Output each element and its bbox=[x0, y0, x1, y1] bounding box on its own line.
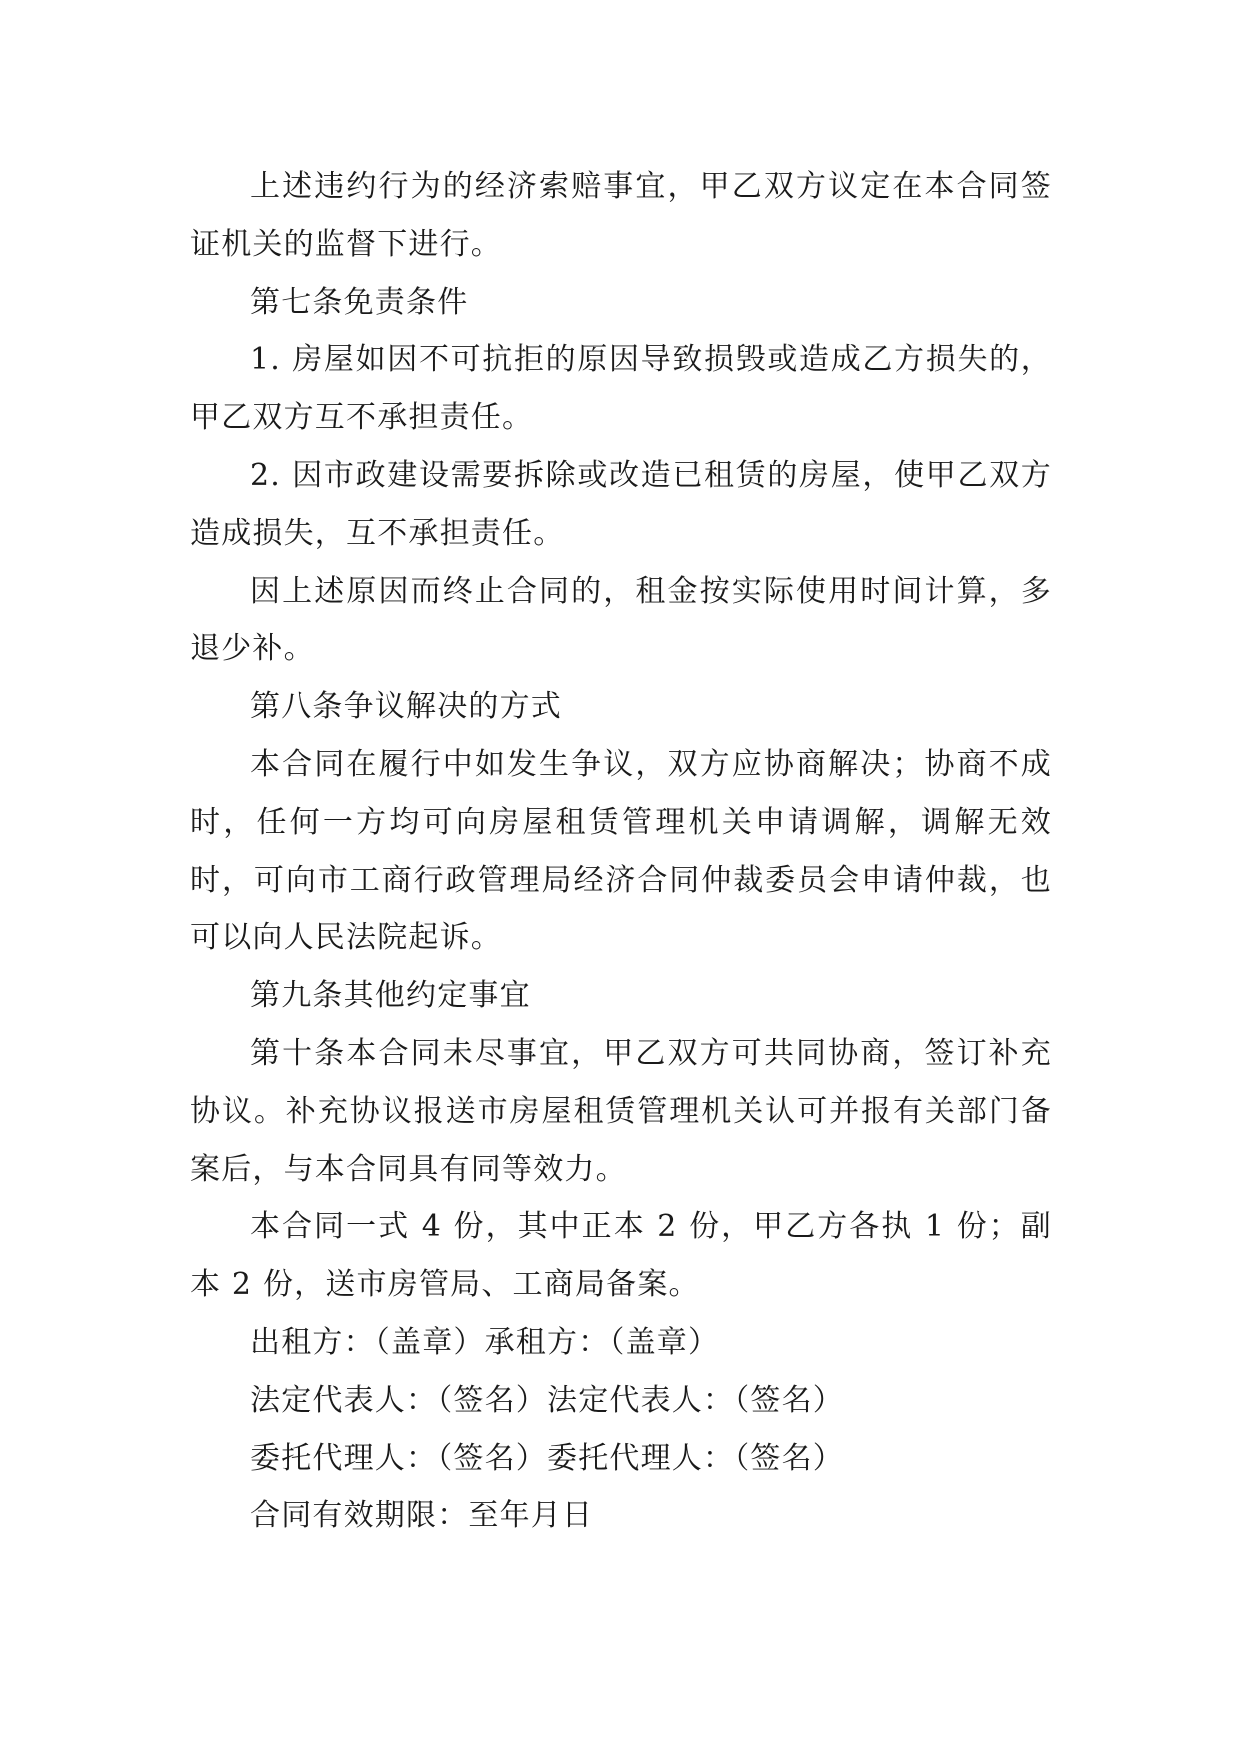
contract-validity-period: 合同有效期限：至年月日 bbox=[250, 1498, 594, 1534]
paragraph-exemption-2: 2. 因市政建设需要拆除或改造已租赁的房屋，使甲乙双方造成损失，互不承担责任。 bbox=[190, 457, 1052, 551]
paragraph-dispute-resolution: 本合同在履行中如发生争议，双方应协商解决；协商不成时，任何一方均可向房屋租赁管理机关申请调解，调解无效时，可向市工商行政管理局经济合同仲裁委员会申请仲裁，也可以向人民法院起诉。 bbox=[190, 746, 1052, 956]
heading-article-8: 第八条争议解决的方式 bbox=[250, 689, 562, 725]
paragraph-rent-settlement: 因上述原因而终止合同的，租金按实际使用时间计算，多退少补。 bbox=[190, 573, 1052, 667]
signature-line-legal-representative: 法定代表人：（签名）法定代表人：（签名） bbox=[250, 1382, 844, 1418]
signature-line-agent: 委托代理人：（签名）委托代理人：（签名） bbox=[250, 1440, 844, 1476]
paragraph-article-10: 第十条本合同未尽事宜，甲乙双方可共同协商，签订补充协议。补充协议报送市房屋租赁管理机关认可并报有关部门备案后，与本合同具有同等效力。 bbox=[190, 1035, 1052, 1187]
paragraph-exemption-1: 1. 房屋如因不可抗拒的原因导致损毁或造成乙方损失的，甲乙双方互不承担责任。 bbox=[190, 342, 1052, 436]
paragraph-breach-compensation: 上述违约行为的经济索赔事宜，甲乙双方议定在本合同签证机关的监督下进行。 bbox=[190, 169, 1052, 262]
heading-article-7: 第七条免责条件 bbox=[250, 284, 469, 320]
signature-line-seal: 出租方：（盖章）承租方：（盖章） bbox=[250, 1324, 720, 1360]
heading-article-9: 第九条其他约定事宜 bbox=[250, 978, 531, 1014]
paragraph-copies: 本合同一式 4 份，其中正本 2 份，甲乙方各执 1 份；副本 2 份，送市房管局、工商局备案。 bbox=[190, 1209, 1052, 1303]
document-body bbox=[190, 158, 1052, 1545]
